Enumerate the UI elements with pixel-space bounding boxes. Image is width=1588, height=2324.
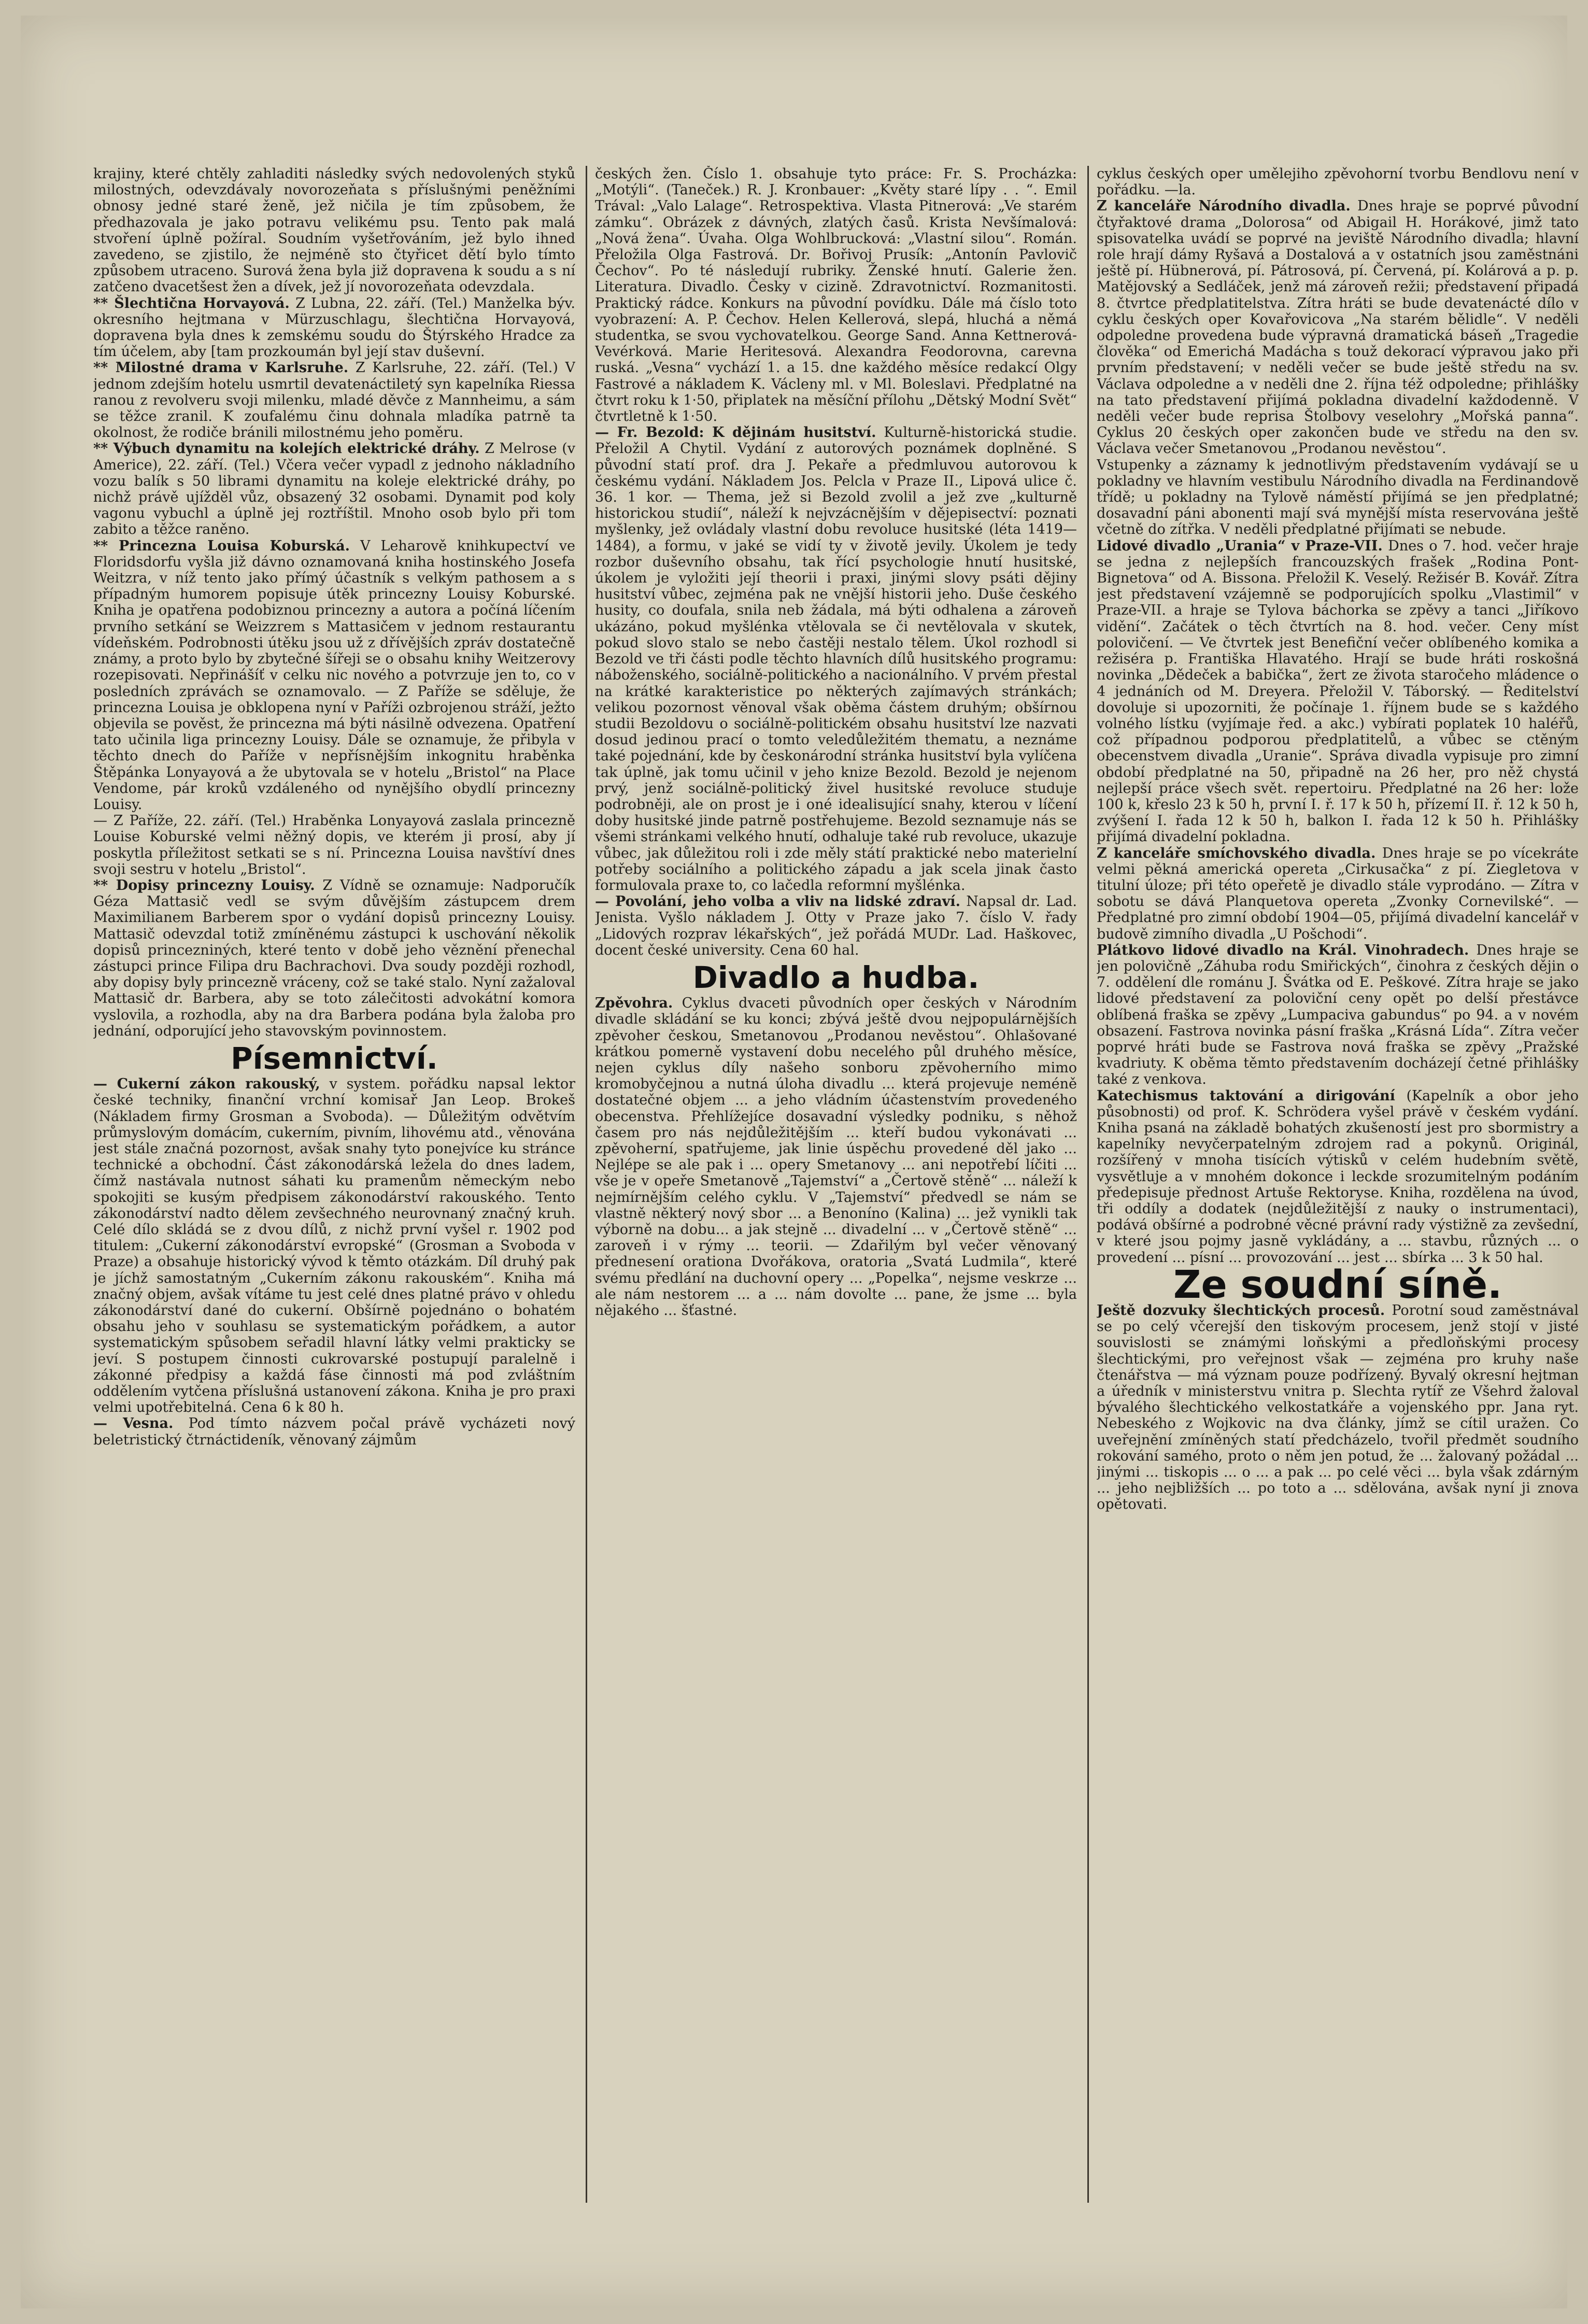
article-heading: ** Výbuch dynamitu na kolejích elektrické dráhy.: [93, 441, 480, 457]
article-text: — Z Paříže, 22. září. (Tel.) Hraběnka Lonyayová zaslala princezně Louise Koburské velmi něžný dopis, ve kterém ji prosí, aby jí poskytla příležitost setkati se s ní. Princezna Louisa navštíví dnes svoji sestru v hotelu „Bristol“.: [93, 813, 575, 877]
column-3: [1097, 166, 1579, 2218]
article: [1097, 845, 1579, 942]
article-text: Napsal dr. Lad. Jenista. Vyšlo nákladem J. Otty v Praze jako 7. číslo V. řady „Lidových rozprav lékařských“, jež pořádá MUDr. Lad. Haškovec, docent české university. Cena 60 hal.: [595, 894, 1077, 958]
article-heading: Ještě dozvuky šlechtických procesů.: [1097, 1302, 1385, 1319]
article-text: cyklus českých oper umělejiho zpěvohorní tvorbu Bendlovu není v pořádku. —la.: [1097, 166, 1579, 199]
article-heading: — Cukerní zákon rakouský,: [93, 1076, 320, 1093]
article: [1097, 538, 1579, 845]
section-heading-pisemnictvi: Písemnictví.: [231, 1040, 438, 1076]
article-text: Z Lubna, 22. září. (Tel.) Manželka býv. okresního hejtmana v Mürzuschlagu, šlechtična Horvayová, dopravena byla dnes k zemskému soudu do Štýrského Hradce za tím účelem, aby [tam prozkoumán byl její stav duševní.: [93, 295, 575, 360]
article: [93, 1415, 575, 1448]
article: [595, 995, 1077, 1319]
article-heading: Katechismus taktování a dirigování: [1097, 1087, 1395, 1104]
article-text: českých žen. Číslo 1. obsahuje tyto práce: Fr. S. Procházka: „Motýli“. (Taneček.) R. J. Kronbauer: „Květy staré lípy . . “. Emil Trával: „Valo Lalage“. Retrospektiva. Vlasta Pitnerová: „Ve starém zámku“. Obrázek z dávných, zlatých časů. Krista Nevšímalová: „Nová žena“. Úvaha. Olga Wohlbrucková: „Vlastní silou“. Román. Přeložila Olga Fastrová. Dr. Bořivoj Prusík: „Antonín Pavlovič Čechov“. Po té následují rubriky. Ženské hnutí. Galerie žen. Literatura. Divadlo. Česky v cizině. Zdravotnictví. Rozmanitosti. Praktický rádce. Konkurs na původní povídku. Dále má číslo toto vyobrazení: A. P. Čechov. Helen Kellerová, slepá, hluchá a němá studentka, se svou vychovatelkou. George Sand. Anna Kettnerová-Vevérková. Marie Heritesová. Alexandra Feodorovna, carevna ruská. „Vesna“ vychází 1. a 15. dne každého měsíce redakcí Olgy Fastrové a nákladem K. Václeny ml. v Ml. Boleslavi. Předplatné na čtvrt roku k 1·50, připlatek na měsíční přílohu „Dětský Modní Svět“ čtvrtletně k 1·50.: [595, 166, 1077, 425]
column-1: [93, 166, 575, 2218]
article-text: Dnes o 7. hod. večer hraje se jedna z nejlepších francouzských frašek „Rodina Pont-Bignetova“ od A. Bissona. Přeložil K. Veselý. Režisér B. Kovář. Zítra jest představení vzájemně se podporujících spolku „Vlastimil“ v Praze-VII. a hraje se Tylova báchorka se zpěvy a tanci „Jiříkovo vidění“. Začátek o těch čtvrtích na 8. hod. večer. Ceny míst polovičení. — Ve čtvrtek jest Benefiční večer oblíbeného komika a režiséra p. Františka Hlavatého. Hrají se bude hráti roskošná novinka „Dědeček a babička“, žert ze života staročeho mládence o 4 jednáních od M. Dreyera. Přeložil V. Táborský. — Ředitelství dovoluje si upozorniti, že počínaje 1. říjnem bude se s každého volného lístku (vyjímaje řed. a akc.) vybírati poplatek 10 haléřů, což případnou podporou předplatitelů, a vůbec se ctěným obecenstvem divadla „Uranie“. Správa divadla vypisuje pro zimní období předplatné na 50, připadně na 26 her, pro něž chystá nejlepší práce všech svět. repertoiru. Předplatné na 26 her: lože 100 k, křeslo 23 k 50 h, první I. ř. 17 k 50 h, přízemí II. ř. 12 k 50 h, zvýšení I. řada 12 k 50 h, balkon I. řada 12 k 50 h. Přihlášky přijímá divadelní pokladna.: [1097, 537, 1579, 845]
article-heading: ** Šlechtična Horvayová.: [93, 295, 290, 311]
article-text: Kulturně-historická studie. Přeložil A Chytil. Vydání z autorových poznámek doplněné. S původní statí prof. dra J. Pekaře a předmluvou autorovou k českému vydání. Nákladem Jos. Pelcla v Praze II., Lipová ulice č. 36. 1 kor. — Thema, jež si Bezold zvolil a jež zve „kulturně historickou studií“, náleží k nejvzácnějším v dějepisectví: poznati myšlenky, jež ovládaly vlastní dobu revoluce husitské (léta 1419—1484), a formu, v jaké se vidí ty v životě jevily. Úkolem je tedy rozbor duševního obsahu, tak řící psychologie hnutí husitské, úkolem je vyložiti její theorii i praxi, jinými slovy psáti dějiny husitství vůbec, zejména pak ne vnější historii jeho. Duše českého husity, co doufala, snila neb žádala, má býti odhalena a zároveň ukázáno, pokud myšlénka vtělovala se či nevtělovala v skutek, pokud slovo stalo se nebo častěji nestalo tělem. Úkol rozhodl si Bezold ve tři části podle těchto hlavních dílů husitského programu: náboženského, sociálně-politického a nacionálního. V prvém přestal na krátké karakteristice po některých zajímavých stránkách; velikou pozornost věnoval však oběma částem druhým; obšírnou studii Bezoldovu o sociálně-politickém obsahu husitství lze nazvati dosud jedinou prací o tomto veledůležitém thematu, a neznáme také pojednání, kde by českonárodní stránka husitství byla vylíčena tak úplně, jak tomu učinil v jeho knize Bezold. Bezold je nejenom prvý, jenž sociálně-politický živel husitské revoluce studuje podrobněji, ale on prost je i oné idealisující snahy, kterou v líčení doby husitské jinde patrně postřehujeme. Bezold seznamuje nás se všemi stránkami velkého hnutí, odhaluje také rub revoluce, ukazuje vůbec, jak důležitou roli i zde měly státí praktické nebo materielní potřeby sociálního a politického západu a jak scela jinak často formulovala praxe to, co lačedla reformní myšlénka.: [595, 424, 1077, 894]
article-heading: Z kanceláře smíchovského divadla.: [1097, 845, 1376, 861]
article-heading: ** Dopisy princezny Louisy.: [93, 877, 315, 894]
article: [93, 877, 575, 1039]
article-text: Dnes hraje se poprvé původní čtyřaktové drama „Dolorosa“ od Abigail H. Horákové, jimž tato spisovatelka uvádí se poprvé na jeviště Národního divadla; hlavní role hrají dámy Ryšavá a Dostalová a v ostatních jsou zaměstnáni ještě pí. Hübnerová, pí. Pátrosová, pí. Červená, pí. Kolárová a p. p. Matějovský a Sedláček, jenž má zároveň režii; představení připadá 8. čtvrtce předplatitelstva. Zítra hráti se bude devatenácté dílo v cyklu českých oper Kovařovicova „Na starém bělidle“. V neděli odpoledne provedena bude výpravná dramatická báseň „Tragedie člověka“ od Emerichá Madácha s touž dekorací výpravou jako při prvním představení; v neděli večer se bude ještě středu na sv. Václava odpoledne a v neděli dne 2. října též odpoledne; přihlášky na tato představení přijímá pokladna divadelní každodenně. V neděli večer bude reprisa Štolbovy veselohry „Mořská panna“. Cyklus 20 českých oper zakončen bude ve středu na den sv. Václava večer Smetanovou „Prodanou nevěstou“.: [1097, 198, 1579, 457]
article-text: (Kapelník a obor jeho působnosti) od prof. K. Schrödera vyšel právě v českém vydání. Kniha psaná na základě bohatých zkušeností jest pro sbormistry a kapelníky nevyčerpatelným zdrojem rad a pokynů. Originál, rozšířený v mnoha tisících výtisků v celém hudebním světě, vysvětluje a v mnohém dokonce i leckde srozumitelným podáním předepisuje přednost Artuše Rektoryse. Kniha, rozdělena na úvod, tři oddíly a dodatek (nejdůležitější z nauky o instrumentaci), podává obšírné a podrobné věcné právní rady výstižně za zevšední, v které jsou pojmy jasně vykládány, a ... stavbu, různých ... o provedení ... písní ... provozování ... jest ... sbírka ... 3 k 50 hal.: [1097, 1087, 1579, 1266]
article: [93, 441, 575, 537]
article-text: Z Karlsruhe, 22. září. (Tel.) V jednom zdejším hotelu usmrtil devatenáctiletý syn kapelníka Riessa ranou z revolveru svoji milenku, mladé děvče z Mannheimu, a sám se těžce zranil. K zoufalému činu dohnala mladíka patrně ta okolnost, že rodiče bránili milostnému jeho poměru.: [93, 360, 575, 441]
column-rule: [1087, 166, 1089, 2203]
article-text: V Leharově knihkupectví ve Floridsdorfu vyšla již dávno oznamovaná kniha hostinského Josefa Weitzra, v níž tento jako přímý účastník s velkým pathosem a s případným humorem popisuje útěk princezny Louisy Koburské. Kniha je opatřena podobiznou princezny a autora a počíná líčením prvního setkání se Weizzrem s Mattasičem v jednom restaurantu vídeňském. Podrobnosti útěku jsou už z dřívějších zpráv dostatečně známy, a proto bylo by zbytečné šířeji se o obsahu knihy Weitzerovy rozepisovati. Nepřinášíť v celku nic nového a potvrzuje jen to, co v posledních zprávách se oznamovalo. — Z Paříže se sděluje, že princezna Louisa je obklopena nyní v Paříži ozbrojenou stráží, ježto objevila se pověst, že princezna má býti násilně odvezena. Opatření tato učinila liga princezny Louisy. Dále se oznamuje, že přibyla v těchto dnech do Paříže v nepřísnějším inkognitu hraběnka Štěpánka Lonyayová a že ubytovala se v hotelu „Bristol“ na Place Vendome, pár kroků vzdáleného od nynějšího obydlí princezny Louisy.: [93, 537, 575, 813]
section-heading-divadlo: Divadlo a hudba.: [692, 959, 980, 995]
article-heading: Zpěvohra.: [595, 995, 673, 1012]
article-heading: ** Milostné drama v Karlsruhe.: [93, 360, 349, 376]
article-text: krajiny, které chtěly zahladiti následky svých nedovolených styků milostných, odevzdávaly novorozeňata s příslušnými peněžními obnosy jedné staré ženě, jež ničila je tím způsobem, že předhazovala je jako potravu velikému psu. Tento pak malá stvoření úplně požíral. Soudním vyšetřováním, jež bylo ihned zavedeno, se zjistilo, že nejméně sto čtyřicet dětí bylo tímto způsobem utraceno. Surová žena byla již dopravena k soudu a s ní zatčeno dvacetšest žen a dívek, jež jí novorozeňata odevzdala.: [93, 166, 575, 295]
article-text: v system. pořádku napsal lektor české techniky, finanční vrchní komisař Jan Leop. Brokeš (Nákladem firmy Grosman a Svoboda). — Důležitým odvětvím průmyslovým domácím, cukerním, pivním, lihovému atd., věnována jest stále značná pozornost, avšak snahy tyto ponejvíce ku stránce technické a obchodní. Část zákonodárská ležela do dnes ladem, čímž nastávala nutnost sáhati ku pramenům německým nebo spokojiti se kusým předpisem zákonodárství rakouského. Tento zákonodárství nadto dělem zevšechného neurovnaný značný kruh. Celé dílo skládá se z dvou dílů, z nichž první vyšel r. 1902 pod titulem: „Cukerní zákonodárství evropské“ (Grosman a Svoboda v Praze) a obsahuje historický vývod k těmto otázkám. Díl druhý pak je jíchž samostatným „Cukerním zákonu rakouském“. Kniha má značný objem, avšak vítáme tu jest celé dnes platné právo v ohledu zákonodárství dané do cukerní. Obšírně pojednáno o bohatém obsahu jeho v souhlasu se systematickým pořádkem, a autor systematickým spůsobem seřadil hlavní látky velmi prakticky se jeví. S postupem činnosti cukrovarské postupují paralelně i zákonné předpisy a každá fáse činnosti má pod zvláštním oddělením vytčena příslušná ustanovení zákona. Kniha je pro praxi velmi upotřebitelná. Cena 6 k 80 h.: [93, 1076, 575, 1416]
article-text: Dnes hraje se jen polovičně „Záhuba rodu Smiřických“, činohra z českých dějin o 7. oddělení dle románu J. Švátka od E. Peškové. Zítra hraje se jako lidové představení za poloviční ceny opět po delší přestávce oblíbená fraška se zpěvy „Lumpaciva gabundus“ po 94. a v novém obsazení. Fastrova novinka pásní fraška „Krásná Lída“. Zítra večer poprvé hráti bude se Fastrova nová fraška se zpěvy „Pražské kvadriuty. K oběma těmto představením docházejí četné přihlášky také z venkova.: [1097, 942, 1579, 1088]
article-heading: ** Princezna Louisa Koburská.: [93, 537, 350, 554]
article: [93, 360, 575, 441]
article: [1097, 942, 1579, 1088]
column-2: [595, 166, 1077, 2218]
article-text: Pod tímto názvem počal právě vycházeti nový beletristický čtrnáctideník, věnovaný zájmům: [93, 1415, 575, 1448]
column-rule: [586, 166, 587, 2203]
article: [595, 894, 1077, 958]
article: [595, 424, 1077, 894]
article-text: Vstupenky a záznamy k jednotlivým představením vydávají se u pokladny ve hlavním vestibulu Národního divadla na Ferdinandově třídě; u pokladny na Tylově náměstí přijímá se jen předplatné; dosavadní páni abonenti mají svá mynější místa reservována ještě včetně do zítřka. V neděli předplatné přijímati se nebude.: [1097, 457, 1579, 538]
article-heading: — Povolání, jeho volba a vliv na lidské zdraví.: [595, 894, 960, 910]
section-heading-ze-soudni-sine: Ze soudní síně.: [1173, 1262, 1502, 1307]
article-text: Cyklus dvaceti původních oper českých v Národním divadle skládání se ku konci; zbývá ještě dvou nejpopulárnějších zpěvoher českou, Smetanovou „Prodanou nevěstou“. Ohlašované krátkou pomerně vystavení dobu necelého půl druhého měsíce, nejen cyklus díly našeho sonboru zpěvoherního mimo kromobyčejnou a nutná úloha divadlu ... která projevuje neméně dostatečné objem ... a jeho vládním účastenstvím provedeného obecenstva. Přehlížejíce dosavadní výsledky podniku, s něhož časem pro nás nejdůležitějším ... kteří budou vykonávati ... zpěvoherní, spatřujeme, jak linie úspěchu provedené děl jako ... Nejlépe se ale pak i ... opery Smetanovy ... ani nepotřebí líčiti ... vše je v opeře Smetanově „Tajemství“ a „Čertově stěně“ ... náleží k nejmírnějším celého cyklu. V „Tajemství“ předvedl se nám se vlastně některý nový sbor ... a Benoníno (Kalina) ... jež vynikli tak výborně na dobu... a jak stejně ... divadelní ... v „Čertově stěně“ ... zaroveň i v rýmy ... teorii. — Zdařilým byl večer věnovaný přednesení orationa Dvořákova, oratoria „Svatá Ludmila“, které svému předlání na duchovní opery ... „Popelka“, nejsme veskrze ... ale nám nestorem ... a ... nám dovolte ... pane, že jsme ... byla nějakého ... šťastné.: [595, 995, 1077, 1319]
article-heading: Plátkovo lidové divadlo na Král. Vinohradech.: [1097, 942, 1469, 958]
newspaper-page: [21, 16, 1579, 2308]
article: [1097, 198, 1579, 457]
article-text: Porotní soud zaměstnával se po celý včerejší den tiskovým procesem, jenž stojí v jisté souvislosti se známými loňskými a předloňskými procesy šlechtickými, pro veřejnost však — zejména pro kruhy naše čtenářstva — má význam pouze podřízený. Byvalý okresní hejtman a úředník v ministerstvu vnitra p. Slechta rytíř ze Všehrd žaloval bývalého šlechtického velkostatkáře a vojenského ppr. Jana ryt. Nebeského z Wojkovic na dva články, jímž se cítil uražen. Co uveřejnění zmíněných statí předcházelo, tvořil předmět soudního rokování samého, proto o něm jen potud, že ... žalovaný požádal ... jinými ... tiskopis ... o ... a pak ... po celé věci ... byla však zdárným ... jeho nejbližších ... po toto a ... sdělována, avšak nyní ji znova opětovati.: [1097, 1302, 1579, 1513]
article-heading: — Vesna.: [93, 1415, 174, 1432]
article: [1097, 1088, 1579, 1266]
article: [93, 1076, 575, 1415]
article: [93, 295, 575, 360]
article-text: Z Melrose (v Americe), 22. září. (Tel.) Včera večer vypadl z jednoho nákladního vozu balík s 50 librami dynamitu na koleje elektrické dráhy, po nichž právě ujížděl vůz, obsazený 32 osobami. Dynamit pod koly vagonu vybuchl a úplně jej roztříštil. Mnoho osob bylo při tom zabito a těžce raněno.: [93, 441, 575, 538]
article-text: Z Vídně se oznamuje: Nadporučík Géza Mattasič vedl se svým důvějším zástupcem drem Maximilianem Barberem spor o vydání dopisů princezny Louisy. Mattasič odevzdal totiž zmíněnému zástupci k uschování několik dopisů princezniných, které tento v době jeho věznění přenechal zástupci prince Filipa dru Bachrachovi. Dva soudy později rozhodl, aby dopisy byly princezně vráceny, což se také stalo. Nyní zažaloval Mattasič dr. Barbera, aby se toto zálečitosti advokátní komora vyslovila, a rozhodla, aby na dra Barbera podána byla žaloba pro jednání, odporující jeho stavovským povinnostem.: [93, 877, 575, 1039]
article-heading: Lidové divadlo „Urania“ v Praze-VII.: [1097, 537, 1383, 554]
article-text: Dnes hraje se po vícekráte velmi pěkná americká opereta „Cirkusačka“ z pí. Ziegletova v titulní úloze; při této opeřetě je divadlo stále vyprodáno. — Zítra v sobotu se dává Planquetova opereta „Zvonky Cornevilské“. — Předplatné pro zimní období 1904—05, přijímá divadelní kancelář v budově zimního divadla „U Pošchodi“.: [1097, 845, 1579, 942]
article: [93, 538, 575, 813]
article-heading: — Fr. Bezold: K dějinám husitství.: [595, 424, 876, 441]
article: [1097, 1302, 1579, 1513]
article-heading: Z kanceláře Národního divadla.: [1097, 198, 1351, 215]
